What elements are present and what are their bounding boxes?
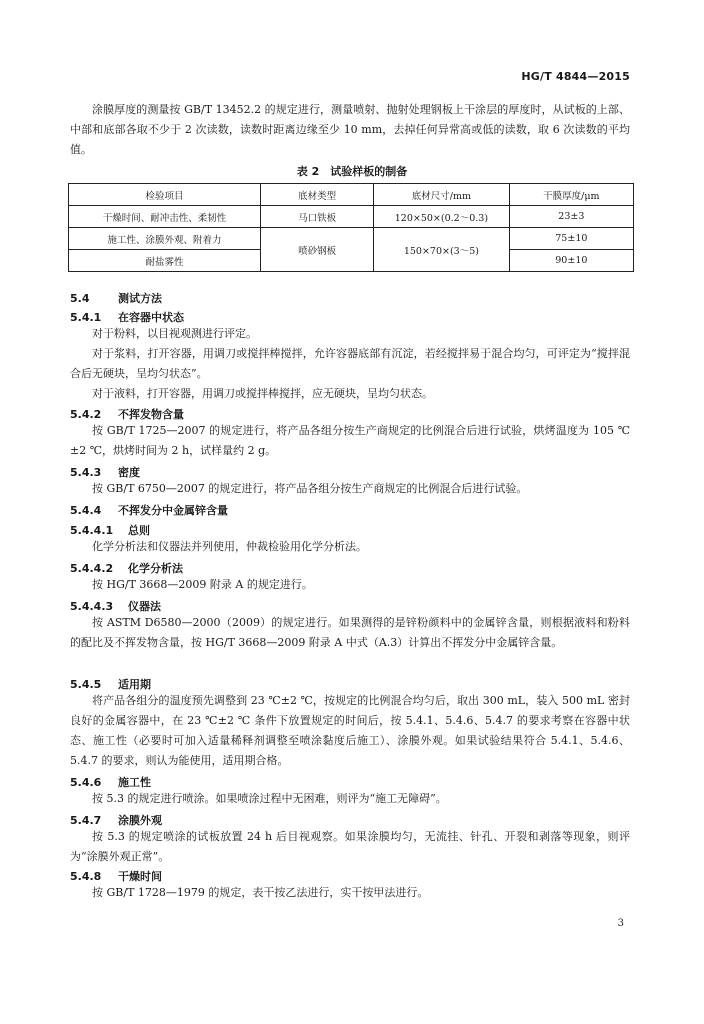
- body-paragraph: 按 ASTM D6580—2000（2009）的规定进行。如果测得的是锌粉颜料中的金属锌含量，则根据液料和粉料的配比及不挥发物含量，按 HG/T 3668—2009 附录 A 中式（A.3）计算出不挥发分中金属锌含量。: [70, 616, 630, 649]
- body-paragraph: 对于浆料，打开容器，用调刀或搅拌棒搅拌，允许容器底部有沉淀，若经搅拌易于混合均匀，可评定为“搅拌混合后无硬块，呈均匀状态”。: [70, 347, 630, 380]
- section-heading: [70, 560, 183, 576]
- col-header-thickness: 干膜厚度/μm: [509, 184, 633, 206]
- section-number: 5.4.4: [70, 504, 102, 517]
- specimen-table: [68, 183, 634, 272]
- section-title: 总则: [128, 524, 150, 537]
- cell-item: 耐盐雾性: [69, 250, 261, 272]
- section-number: 5.4.4.2: [70, 562, 114, 575]
- body-paragraph: 对于粉料，以目视观测进行评定。: [92, 327, 257, 340]
- col-header-substrate: 底材类型: [261, 184, 374, 206]
- section-heading: [70, 502, 228, 518]
- body-paragraph: 按 5.3 的规定喷涂的试板放置 24 h 后目视观察。如果涂膜均匀，无流挂、针孔、开裂和剥落等现象，则评为“涂膜外观正常”。: [70, 830, 630, 863]
- section-heading: [70, 676, 151, 692]
- intro-paragraph: 涂膜厚度的测量按 GB/T 13452.2 的规定进行，测量喷射、抛射处理钢板上干涂层的厚度时，从试板的上部、中部和底部各取不少于 2 次读数，读数时距离边缘至少 10 mm，去掉任何异常高或低的读数，取 6 次读数的平均值。: [70, 103, 630, 156]
- section-title: 涂膜外观: [118, 814, 162, 827]
- section-title: 仪器法: [128, 600, 161, 613]
- section-heading: [70, 309, 184, 325]
- body-paragraph: 对于液料，打开容器，用调刀或搅拌棒搅拌，应无硬块，呈均匀状态。: [92, 387, 433, 400]
- col-header-size: 底材尺寸/mm: [374, 184, 510, 206]
- section-number: 5.4.5: [70, 678, 102, 691]
- section-title: 不挥发物含量: [118, 408, 184, 421]
- section-title: 适用期: [118, 678, 151, 691]
- standard-code: HG/T 4844—2015: [521, 70, 630, 83]
- section-heading: [70, 290, 162, 306]
- cell-substrate: 马口铁板: [261, 206, 374, 228]
- body-paragraph: 按 GB/T 1725—2007 的规定进行，将产品各组分按生产商规定的比例混合后进行试验，烘烤温度为 105 ℃±2 ℃，烘烤时间为 2 h，试样量约 2 g。: [70, 424, 630, 457]
- body-paragraph: 按 5.3 的规定进行喷涂。如果喷涂过程中无困难，则评为“施工无障碍”。: [92, 792, 447, 805]
- body-paragraph: 将产品各组分的温度预先调整到 23 ℃±2 ℃，按规定的比例混合均匀后，取出 300 mL，装入 500 mL 密封良好的金属容器中，在 23 ℃±2 ℃ 条件下放置规定的时间后，按 5.4.1、5.4.6、5.4.7 的要求考察在容器中状态、施工性（必要时可加入适量稀释剂调整至喷涂黏度后施工）、涂膜外观。如果试验结果符合 5.4.1、5.4.6、5.4.7 的要求，则认为能使用，适用期合格。: [70, 694, 630, 767]
- section-title: 化学分析法: [128, 562, 183, 575]
- section-heading: [70, 522, 150, 538]
- section-title: 测试方法: [118, 292, 162, 305]
- body-paragraph: 化学分析法和仪器法并列使用，仲裁检验用化学分析法。: [92, 540, 367, 553]
- cell-item: 干燥时间、耐冲击性、柔韧性: [69, 206, 261, 228]
- body-paragraph: 按 GB/T 6750—2007 的规定进行，将产品各组分按生产商规定的比例混合后进行试验。: [92, 482, 528, 495]
- section-number: 5.4.3: [70, 466, 102, 479]
- cell-thickness: 75±10: [509, 228, 633, 250]
- section-heading: [70, 774, 151, 790]
- body-paragraph: 按 HG/T 3668—2009 附录 A 的规定进行。: [92, 578, 313, 591]
- body-paragraph: 按 GB/T 1728—1979 的规定，表干按乙法进行，实干按甲法进行。: [92, 886, 429, 899]
- col-header-item: 检验项目: [69, 184, 261, 206]
- section-number: 5.4.1: [70, 311, 102, 324]
- section-title: 密度: [118, 466, 140, 479]
- section-title: 不挥发分中金属锌含量: [118, 504, 228, 517]
- cell-substrate: 喷砂钢板: [261, 228, 374, 272]
- section-number: 5.4.2: [70, 408, 102, 421]
- section-number: 5.4: [70, 292, 90, 305]
- table-header-row: [69, 184, 634, 206]
- section-number: 5.4.4.3: [70, 600, 114, 613]
- cell-item: 施工性、涂膜外观、附着力: [69, 228, 261, 250]
- section-heading: [70, 812, 162, 828]
- section-number: 5.4.6: [70, 776, 102, 789]
- page-number: 3: [617, 918, 624, 929]
- cell-thickness: 23±3: [509, 206, 633, 228]
- section-number: 5.4.7: [70, 814, 102, 827]
- section-title: 在容器中状态: [118, 311, 184, 324]
- table-row: [69, 228, 634, 250]
- section-heading: [70, 464, 140, 480]
- section-heading: [70, 598, 161, 614]
- table-title: 表 2 试验样板的制备: [296, 165, 408, 178]
- section-number: 5.4.8: [70, 870, 102, 883]
- section-title: 施工性: [118, 776, 151, 789]
- section-heading: [70, 868, 162, 884]
- section-title: 干燥时间: [118, 870, 162, 883]
- section-heading: [70, 406, 184, 422]
- cell-size: 150×70×(3～5): [374, 228, 510, 272]
- table-row: [69, 206, 634, 228]
- cell-thickness: 90±10: [509, 250, 633, 272]
- section-number: 5.4.4.1: [70, 524, 114, 537]
- cell-size: 120×50×(0.2～0.3): [374, 206, 510, 228]
